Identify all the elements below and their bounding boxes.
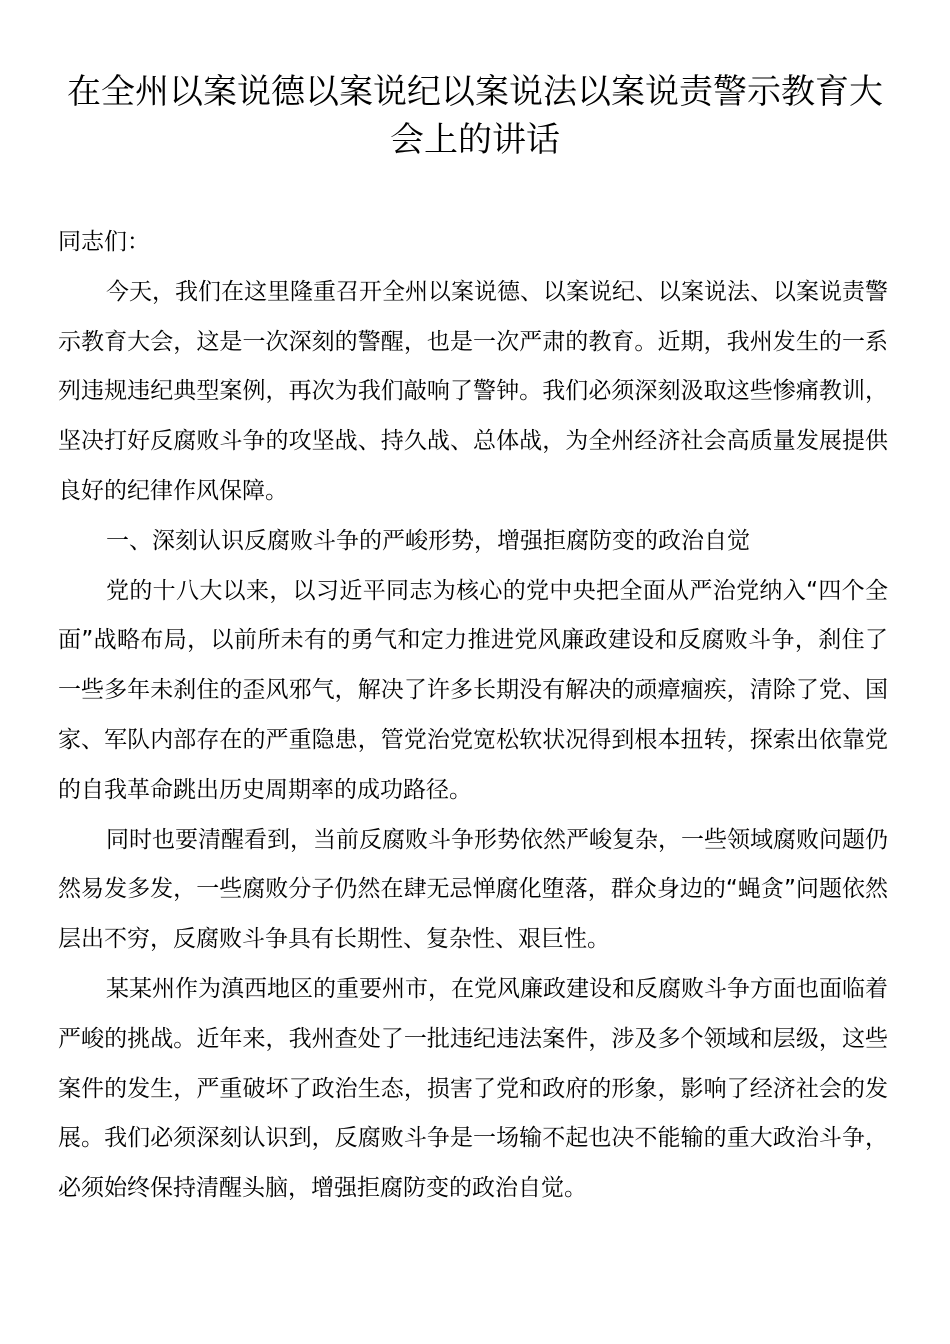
document-title: 在全州以案说德以案说纪以案说法以案说责警示教育大会上的讲话 xyxy=(67,72,883,160)
section-heading-1: 一、深刻认识反腐败斗争的严峻形势，增强拒腐防变的政治自觉 xyxy=(106,527,750,554)
document-body xyxy=(58,218,888,1214)
paragraph-situation: 同时也要清醒看到，当前反腐败斗争形势依然严峻复杂，一些领域腐败问题仍然易发多发，一些腐败分子仍然在肆无忌惮腐化堕落，群众身边的“蝇贪”问题依然层出不穷，反腐败斗争具有长期性、复杂性、艰巨性。 xyxy=(58,826,888,953)
paragraph-achievements: 党的十八大以来，以习近平同志为核心的党中央把全面从严治党纳入“四个全面”战略布局，以前所未有的勇气和定力推进党风廉政建设和反腐败斗争，刹住了一些多年未刹住的歪风邪气，解决了许多长期没有解决的顽瘴痼疾，清除了党、国家、军队内部存在的严重隐患，管党治党宽松软状况得到根本扭转，探索出依靠党的自我革命跳出历史周期率的成功路径。 xyxy=(58,577,888,803)
paragraph-local-challenges: 某某州作为滇西地区的重要州市，在党风廉政建设和反腐败斗争方面也面临着严峻的挑战。近年来，我州查处了一批违纪违法案件，涉及多个领域和层级，这些案件的发生，严重破坏了政治生态，损害了党和政府的形象，影响了经济社会的发展。我们必须深刻认识到，反腐败斗争是一场输不起也决不能输的重大政治斗争，必须始终保持清醒头脑，增强拒腐防变的政治自觉。 xyxy=(58,975,888,1202)
paragraph-intro: 今天，我们在这里隆重召开全州以案说德、以案说纪、以案说法、以案说责警示教育大会，这是一次深刻的警醒，也是一次严肃的教育。近期，我州发生的一系列违规违纪典型案例，再次为我们敲响了警钟。我们必须深刻汲取这些惨痛教训，坚决打好反腐败斗争的攻坚战、持久战、总体战，为全州经济社会高质量发展提供良好的纪律作风保障。 xyxy=(58,278,888,504)
salutation: 同志们： xyxy=(58,229,150,255)
